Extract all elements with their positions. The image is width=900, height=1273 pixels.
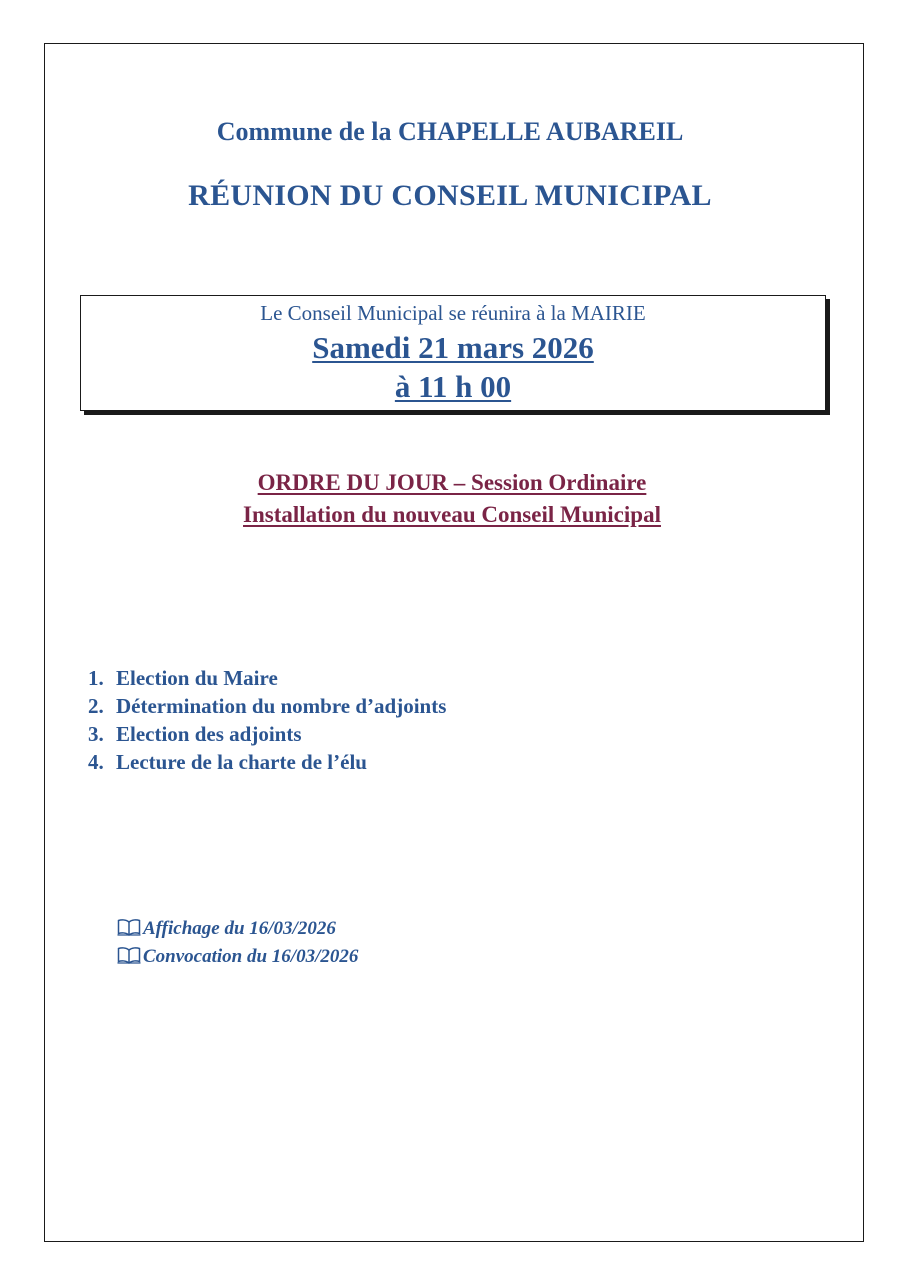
commune-name: Commune de la CHAPELLE AUBAREIL bbox=[216, 117, 684, 146]
notes bbox=[117, 916, 358, 972]
agenda-item bbox=[88, 664, 446, 692]
agenda-heading bbox=[0, 468, 900, 498]
meeting-time bbox=[81, 368, 825, 406]
agenda-item-label: Election du Maire bbox=[116, 666, 278, 690]
note-posting-text: Affichage du 16/03/2026 bbox=[143, 918, 336, 939]
agenda-item-label: Election des adjoints bbox=[116, 722, 302, 746]
agenda-item-label: Lecture de la charte de l’élu bbox=[116, 750, 367, 774]
agenda-item-number: 4. bbox=[88, 750, 104, 774]
agenda-item-label: Détermination du nombre d’adjoints bbox=[116, 694, 447, 718]
meeting-title: RÉUNION DU CONSEIL MUNICIPAL bbox=[188, 179, 712, 212]
note-convocation bbox=[117, 944, 358, 972]
note-convocation-text: Convocation du 16/03/2026 bbox=[143, 946, 359, 967]
agenda-list bbox=[88, 664, 446, 776]
agenda-item-number: 3. bbox=[88, 722, 104, 746]
agenda-item-number: 1. bbox=[88, 666, 104, 690]
agenda-heading-text: ORDRE DU JOUR – Session Ordinaire bbox=[257, 470, 647, 495]
agenda-item bbox=[88, 692, 446, 720]
note-posting bbox=[117, 916, 358, 944]
agenda-subheading bbox=[0, 500, 900, 530]
agenda-item bbox=[88, 720, 446, 748]
agenda-subheading-text: Installation du nouveau Conseil Municipal bbox=[243, 502, 661, 527]
agenda-item bbox=[88, 748, 446, 776]
meeting-date bbox=[81, 329, 825, 367]
open-book-icon bbox=[117, 946, 141, 972]
meeting-time-text: à 11 h 00 bbox=[394, 369, 512, 404]
meeting-notice-box bbox=[80, 295, 826, 411]
agenda-item-number: 2. bbox=[88, 694, 104, 718]
open-book-icon bbox=[117, 918, 141, 944]
page-border bbox=[44, 43, 864, 1242]
meeting-date-text: Samedi 21 mars 2026 bbox=[312, 330, 594, 365]
notice-intro: Le Conseil Municipal se réunira à la MAIRIE bbox=[260, 301, 646, 325]
